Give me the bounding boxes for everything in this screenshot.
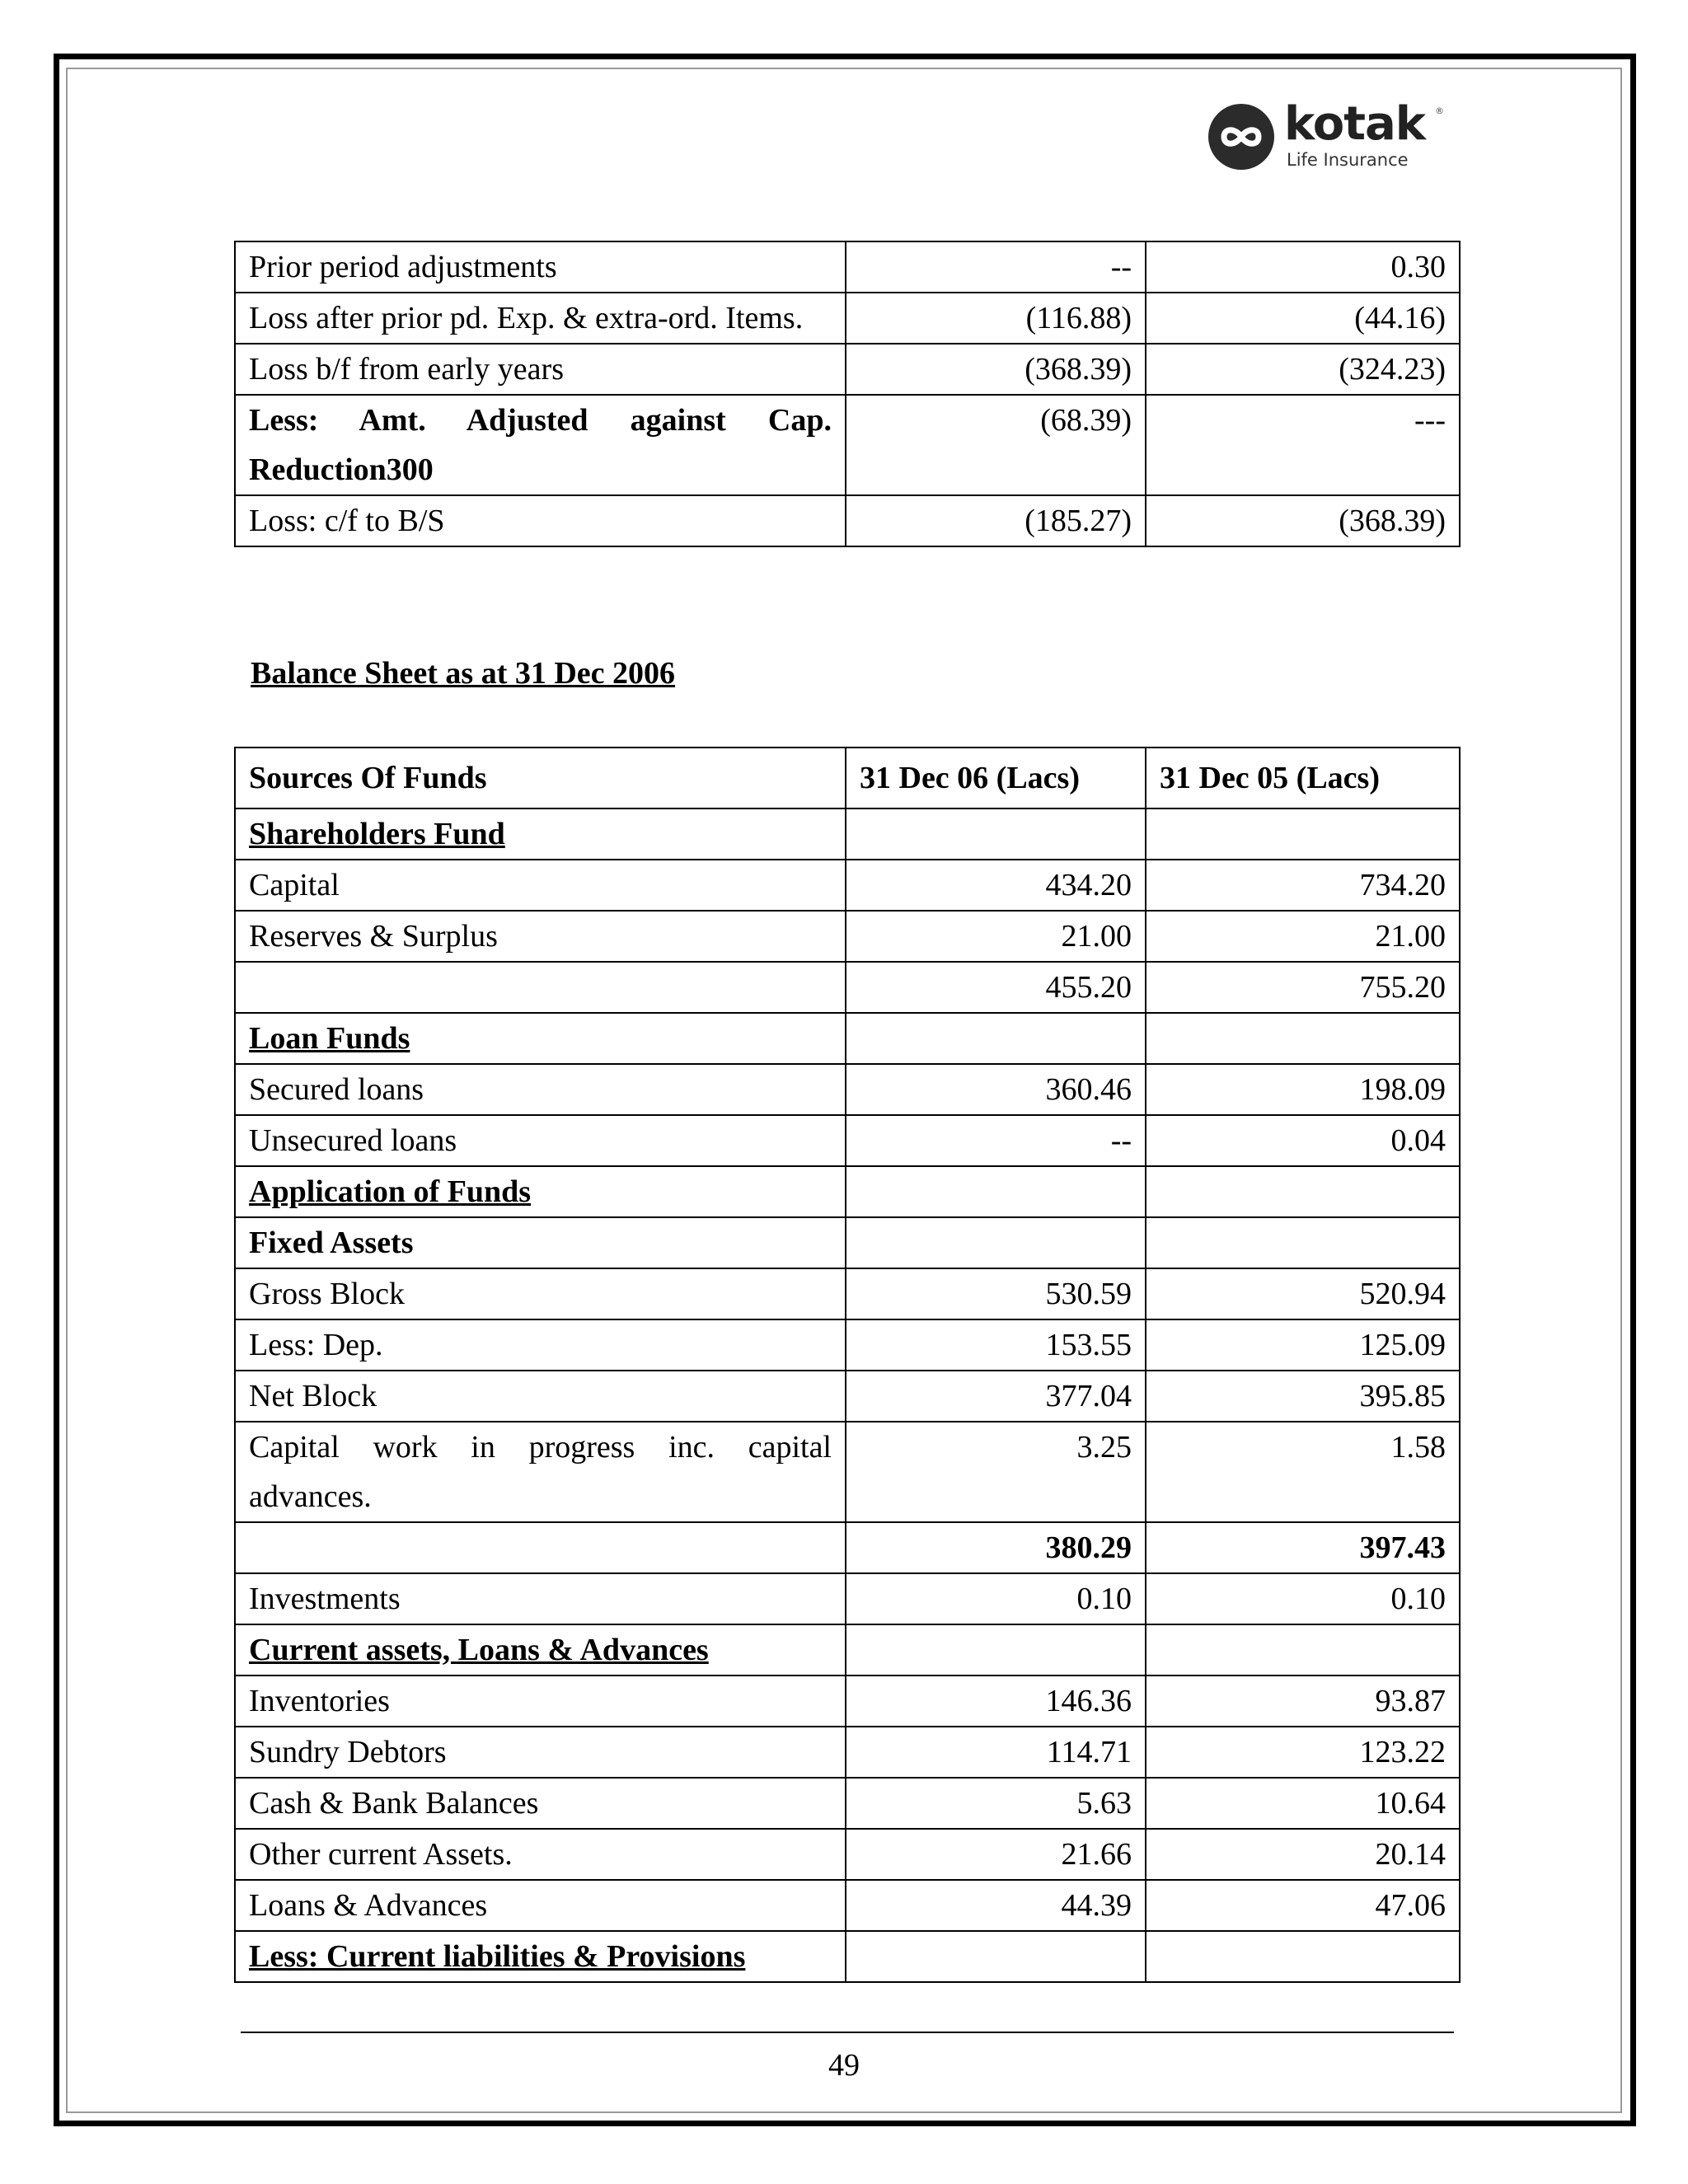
- value-2005: 0.04: [1146, 1115, 1460, 1166]
- profit-loss-table: [234, 241, 1461, 547]
- row-label: Capital: [235, 860, 846, 911]
- value-2005: 20.14: [1146, 1829, 1460, 1880]
- value-2005: 198.09: [1146, 1064, 1460, 1115]
- row-label: Other current Assets.: [235, 1829, 846, 1880]
- row-label: Less: Amt. Adjusted against Cap. Reduction300: [235, 395, 846, 495]
- value-2006: [846, 808, 1146, 860]
- value-2005: [1146, 1013, 1460, 1064]
- value-2005: [1146, 1166, 1460, 1217]
- table-row: [235, 1013, 1460, 1064]
- table-row: [235, 1880, 1460, 1931]
- row-label: Loans & Advances: [235, 1880, 846, 1931]
- section-heading: Less: Current liabilities & Provisions: [235, 1931, 846, 1982]
- value-2006: --: [846, 1115, 1146, 1166]
- column-header: 31 Dec 05 (Lacs): [1146, 748, 1460, 808]
- balance-sheet-title: Balance Sheet as at 31 Dec 2006: [251, 656, 676, 691]
- section-heading: Application of Funds: [235, 1166, 846, 1217]
- table-row: [235, 808, 1460, 860]
- row-label: Sundry Debtors: [235, 1727, 846, 1778]
- value-2005: 397.43: [1146, 1522, 1460, 1573]
- row-label: Investments: [235, 1573, 846, 1624]
- table-row: [235, 1778, 1460, 1829]
- table-row: [235, 1217, 1460, 1268]
- table-row: [235, 495, 1460, 546]
- value-2006: (368.39): [846, 344, 1146, 395]
- table-row: [235, 962, 1460, 1013]
- section-heading: Loan Funds: [235, 1013, 846, 1064]
- value-2006: (68.39): [846, 395, 1146, 495]
- kotak-infinity-icon: [1207, 103, 1275, 171]
- value-2006: 21.00: [846, 911, 1146, 962]
- column-header: 31 Dec 06 (Lacs): [846, 748, 1146, 808]
- kotak-logo: [1207, 99, 1455, 173]
- value-2006: 434.20: [846, 860, 1146, 911]
- row-label: Prior period adjustments: [235, 241, 846, 293]
- value-2006: 0.10: [846, 1573, 1146, 1624]
- table-row: [235, 293, 1460, 344]
- table-row: [235, 1115, 1460, 1166]
- row-label: Cash & Bank Balances: [235, 1778, 846, 1829]
- value-2005: 93.87: [1146, 1675, 1460, 1727]
- value-2005: (324.23): [1146, 344, 1460, 395]
- value-2005: 395.85: [1146, 1371, 1460, 1422]
- value-2006: 5.63: [846, 1778, 1146, 1829]
- logo-brand-text: kotak: [1284, 97, 1426, 151]
- page-number: 49: [828, 2048, 860, 2083]
- table-row: [235, 1371, 1460, 1422]
- table-row: [235, 1573, 1460, 1624]
- value-2006: 3.25: [846, 1422, 1146, 1522]
- value-2006: --: [846, 241, 1146, 293]
- table-header-row: [235, 748, 1460, 808]
- value-2005: [1146, 1217, 1460, 1268]
- value-2005: 755.20: [1146, 962, 1460, 1013]
- table-row: [235, 344, 1460, 395]
- row-label: Net Block: [235, 1371, 846, 1422]
- row-label: [235, 962, 846, 1013]
- value-2006: [846, 1931, 1146, 1982]
- value-2005: 47.06: [1146, 1880, 1460, 1931]
- table-row: [235, 1829, 1460, 1880]
- table-row: [235, 1268, 1460, 1319]
- value-2005: 734.20: [1146, 860, 1460, 911]
- row-label: Unsecured loans: [235, 1115, 846, 1166]
- value-2005: [1146, 808, 1460, 860]
- value-2005: [1146, 1624, 1460, 1675]
- row-label: [235, 1522, 846, 1573]
- value-2005: (368.39): [1146, 495, 1460, 546]
- value-2005: [1146, 1931, 1460, 1982]
- value-2005: 520.94: [1146, 1268, 1460, 1319]
- value-2006: (185.27): [846, 495, 1146, 546]
- value-2005: 21.00: [1146, 911, 1460, 962]
- table-row: [235, 1675, 1460, 1727]
- footer-divider: [241, 2032, 1454, 2033]
- value-2006: 146.36: [846, 1675, 1146, 1727]
- row-label: Secured loans: [235, 1064, 846, 1115]
- logo-registered-mark: ®: [1435, 105, 1444, 116]
- value-2006: 530.59: [846, 1268, 1146, 1319]
- row-label: Gross Block: [235, 1268, 846, 1319]
- value-2006: 153.55: [846, 1319, 1146, 1371]
- value-2005: 125.09: [1146, 1319, 1460, 1371]
- value-2005: ---: [1146, 395, 1460, 495]
- value-2006: 114.71: [846, 1727, 1146, 1778]
- value-2006: 455.20: [846, 962, 1146, 1013]
- value-2005: 0.10: [1146, 1573, 1460, 1624]
- value-2006: 380.29: [846, 1522, 1146, 1573]
- value-2006: [846, 1217, 1146, 1268]
- value-2006: 377.04: [846, 1371, 1146, 1422]
- table-row: [235, 1522, 1460, 1573]
- table-row: [235, 1422, 1460, 1522]
- table-row: [235, 1624, 1460, 1675]
- table-row: [235, 911, 1460, 962]
- value-2006: [846, 1013, 1146, 1064]
- table-row: [235, 395, 1460, 495]
- value-2005: 0.30: [1146, 241, 1460, 293]
- row-label: Loss b/f from early years: [235, 344, 846, 395]
- value-2005: 123.22: [1146, 1727, 1460, 1778]
- row-label: Inventories: [235, 1675, 846, 1727]
- value-2006: 44.39: [846, 1880, 1146, 1931]
- section-heading: Fixed Assets: [235, 1217, 846, 1268]
- row-label: Less: Dep.: [235, 1319, 846, 1371]
- row-label: Reserves & Surplus: [235, 911, 846, 962]
- logo-subtitle: Life Insurance: [1287, 150, 1409, 170]
- table-row: [235, 1319, 1460, 1371]
- table-row: [235, 241, 1460, 293]
- value-2006: (116.88): [846, 293, 1146, 344]
- table-row: [235, 1931, 1460, 1982]
- column-header: Sources Of Funds: [235, 748, 846, 808]
- table-row: [235, 860, 1460, 911]
- value-2006: 21.66: [846, 1829, 1146, 1880]
- value-2006: 360.46: [846, 1064, 1146, 1115]
- value-2006: [846, 1166, 1146, 1217]
- table-row: [235, 1166, 1460, 1217]
- value-2005: 1.58: [1146, 1422, 1460, 1522]
- row-label: Loss: c/f to B/S: [235, 495, 846, 546]
- balance-sheet-table: [234, 747, 1461, 1983]
- section-heading: Current assets, Loans & Advances: [235, 1624, 846, 1675]
- table-row: [235, 1064, 1460, 1115]
- section-heading: Shareholders Fund: [235, 808, 846, 860]
- row-label: Loss after prior pd. Exp. & extra-ord. Items.: [235, 293, 846, 344]
- value-2006: [846, 1624, 1146, 1675]
- value-2005: (44.16): [1146, 293, 1460, 344]
- row-label: Capital work in progress inc. capital advances.: [235, 1422, 846, 1522]
- table-row: [235, 1727, 1460, 1778]
- value-2005: 10.64: [1146, 1778, 1460, 1829]
